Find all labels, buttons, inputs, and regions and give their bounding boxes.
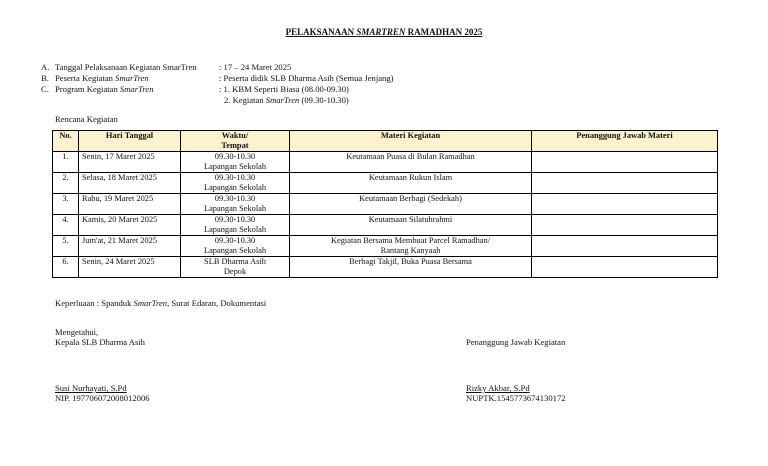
table-row: [53, 173, 718, 194]
cell-place: Lapangan Sekolah: [203, 162, 267, 171]
cell-pj: [532, 194, 718, 215]
cell-materi: [290, 236, 532, 257]
cell-place: Depok: [223, 267, 247, 276]
info-label-text: Peserta Kegiatan: [55, 73, 116, 83]
table-header-row: [53, 131, 718, 152]
cell-pj: [532, 215, 718, 236]
table-row: [53, 215, 718, 236]
info-label: [55, 62, 197, 73]
info-label-italic: SmarTren: [115, 73, 149, 83]
cell-time-place: [181, 173, 290, 194]
schedule-table: [52, 130, 718, 278]
title-italic: SMARTREN: [356, 27, 406, 37]
signature-left-name: Susi Nurhayati, S.Pd: [55, 383, 127, 393]
info-label: [55, 84, 154, 95]
cell-time: 09.30-10.30: [214, 236, 256, 245]
cell-time-place: [181, 152, 290, 173]
cell-time: 09.30-10.30: [214, 194, 256, 203]
cell-date: Rabu, 19 Maret 2025: [79, 194, 181, 215]
header-materi: Materi Kegiatan: [290, 131, 532, 152]
table-row: [53, 257, 718, 278]
info-label-text: Tanggal Pelaksanaan Kegiatan SmarTren: [55, 62, 197, 72]
cell-time: 09.30-10.30: [214, 215, 256, 224]
cell-place: Lapangan Sekolah: [203, 246, 267, 255]
signature-right-id: NUPTK.1545773674130172: [466, 393, 566, 403]
signature-left-block: [55, 383, 150, 403]
info-value-extra: [224, 95, 349, 106]
cell-place: Lapangan Sekolah: [203, 225, 267, 234]
signature-left-line1: Mengetahui,: [55, 327, 99, 337]
signature-right-block: [466, 383, 566, 403]
cell-place: Lapangan Sekolah: [203, 183, 267, 192]
cell-pj: [532, 257, 718, 278]
header-date: Hari Tanggal: [79, 131, 181, 152]
info-extra-pre: 2. Kegiatan: [224, 95, 266, 105]
cell-materi: Berbagi Takjil, Buka Puasa Bersama: [290, 257, 532, 278]
cell-date: Selasa, 18 Maret 2025: [79, 173, 181, 194]
cell-pj: [532, 236, 718, 257]
info-label: [55, 73, 149, 84]
cell-materi: Keutamaan Silatuhrahmi: [290, 215, 532, 236]
signature-left-id: NIP. 197706072008012006: [55, 393, 150, 403]
cell-no: 5.: [53, 236, 79, 257]
cell-time: SLB Dharma Asih: [204, 257, 266, 266]
info-value: : 17 – 24 Maret 2025: [219, 62, 292, 72]
info-letter: C.: [41, 84, 49, 94]
info-value: : Peserta didik SLB Dharma Asih (Semua Jenjang): [219, 73, 394, 83]
table-row: [53, 194, 718, 215]
cell-materi: Keutamaan Rukun Islam: [290, 173, 532, 194]
signature-left-heading: [55, 327, 145, 347]
info-label-text: Program Kegiatan: [55, 84, 120, 94]
cell-pj: [532, 173, 718, 194]
info-letter: B.: [41, 73, 49, 83]
cell-date: Senin, 17 Maret 2025: [79, 152, 181, 173]
signature-right-name: Rizky Akbar, S.Pd: [466, 383, 530, 393]
table-row: [53, 152, 718, 173]
cell-materi: Keutamaan Berbagi (Sedekah): [290, 194, 532, 215]
cell-materi-line2: Rantang Kanyaah: [380, 246, 441, 255]
header-no: No.: [53, 131, 79, 152]
cell-date: Jum'at, 21 Maret 2025: [79, 236, 181, 257]
keperluan-italic: SmarTren: [133, 298, 168, 308]
signature-left-line2: Kepala SLB Dharma Asih: [55, 337, 145, 347]
cell-time-place: [181, 257, 290, 278]
keperluan-pre: Keperluaan : Spanduk: [55, 298, 134, 308]
header-place: Tempat: [221, 141, 249, 150]
cell-no: 1.: [53, 152, 79, 173]
cell-date: Senin, 24 Maret 2025: [79, 257, 181, 278]
header-time: Waktu/: [221, 131, 249, 140]
signature-right-heading: [466, 337, 565, 347]
cell-time: 09.30-10.30: [214, 173, 256, 182]
info-label-italic: SmarTren: [119, 84, 154, 94]
info-extra-italic: SmarTren: [265, 95, 300, 105]
cell-time-place: [181, 194, 290, 215]
header-time-place: [181, 131, 290, 152]
cell-time-place: [181, 215, 290, 236]
header-pj: Penanggung Jawab Materi: [532, 131, 718, 152]
info-extra-post: (09.30-10.30): [299, 95, 349, 105]
cell-time: 09.30-10.30: [214, 152, 256, 161]
info-letter: A.: [41, 62, 50, 72]
info-value: : 1. KBM Seperti Biasa (08.00-09.30): [219, 84, 349, 94]
cell-materi: Keutamaan Puasa di Bulan Ramadhan: [290, 152, 532, 173]
plan-label: Rencana Kegiatan: [55, 114, 118, 124]
keperluan-note: [55, 298, 266, 308]
table-row: [53, 236, 718, 257]
title-post: RAMADHAN 2025: [405, 27, 483, 37]
cell-no: 2.: [53, 173, 79, 194]
cell-no: 3.: [53, 194, 79, 215]
cell-no: 6.: [53, 257, 79, 278]
cell-time-place: [181, 236, 290, 257]
cell-date: Kamis, 20 Maret 2025: [79, 215, 181, 236]
cell-no: 4.: [53, 215, 79, 236]
cell-pj: [532, 152, 718, 173]
signature-right-line1: Penanggung Jawab Kegiatan: [466, 337, 566, 347]
cell-materi-line1: Kegiatan Bersama Membuat Parcel Ramadhan/: [330, 236, 491, 245]
cell-place: Lapangan Sekolah: [203, 204, 267, 213]
keperluan-post: , Surat Edaran, Dokumentasi: [167, 298, 267, 308]
title-pre: PELAKSANAAN: [285, 27, 357, 37]
document-title: [0, 27, 768, 37]
